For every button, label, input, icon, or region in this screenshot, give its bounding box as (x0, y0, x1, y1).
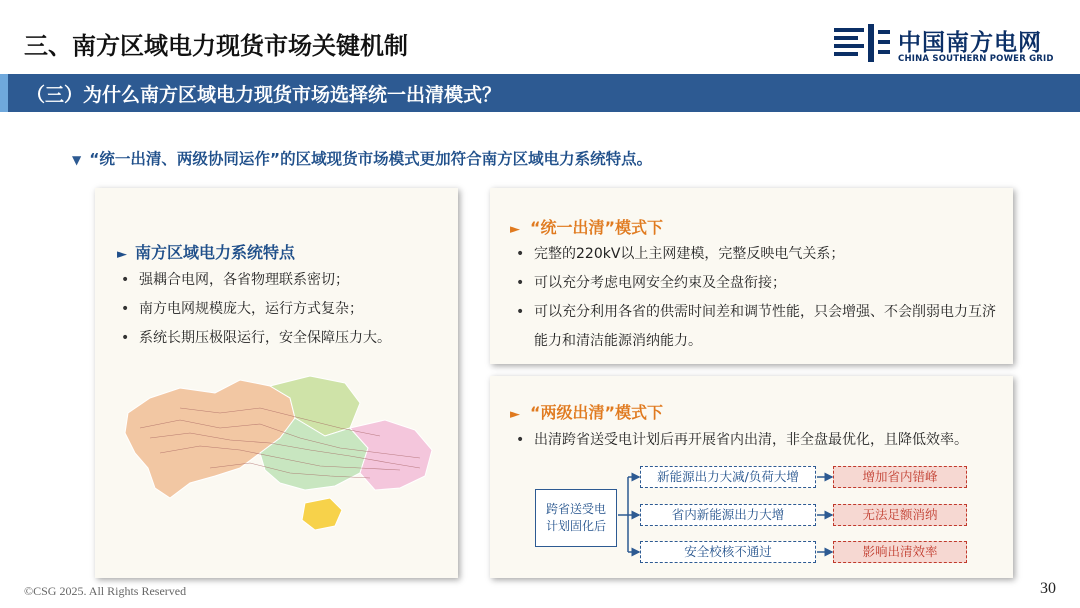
flow-outcome-box: 无法足额消纳 (833, 504, 967, 526)
list-item: • 完整的220kV以上主网建模，完整反映电气关系； (512, 240, 996, 269)
grid-characteristics-heading-text: 南方区域电力系统特点 (135, 243, 296, 262)
southern-grid-map (120, 358, 440, 533)
two-level-clearing-heading (510, 400, 663, 423)
flow-condition-box: 新能源出力大减/负荷大增 (640, 466, 816, 488)
flow-source-line: 跨省送受电 (545, 502, 606, 516)
logo-text-cn: 中国南方电网 (898, 30, 1042, 56)
flow-source-line: 计划固化后 (545, 519, 606, 533)
lead-text: “统一出清、两级协同运作”的区域现货市场模式更加符合南方区域电力系统特点。 (89, 150, 653, 168)
list-item: • 出清跨省送受电计划后再开展省内出清，非全盘最优化，且降低效率。 (512, 426, 996, 455)
grid-characteristics-panel (95, 188, 458, 578)
logo-text-en: CHINA SOUTHERN POWER GRID (898, 54, 1054, 64)
grid-characteristics-heading (117, 240, 295, 263)
unified-clearing-heading-text: “统一出清”模式下 (530, 218, 664, 237)
page-number: 30 (1040, 580, 1056, 597)
lead-statement (72, 147, 652, 169)
csg-logo-icon (834, 24, 890, 64)
list-item: • 强耦合电网，各省物理联系密切； (117, 266, 391, 295)
arrow-right-icon: ► (117, 247, 127, 262)
list-item: • 可以充分利用各省的供需时间差和调节性能，只会增强、不会削弱电力互济能力和清洁能源消纳能力。 (512, 298, 996, 356)
two-level-clearing-list (512, 426, 996, 455)
company-logo (834, 22, 1064, 68)
two-level-clearing-heading-text: “两级出清”模式下 (530, 403, 664, 422)
page-title: 三、南方区域电力现货市场关键机制 (24, 32, 408, 60)
flow-outcome-box: 增加省内错峰 (833, 466, 967, 488)
list-item: • 南方电网规模庞大，运行方式复杂； (117, 295, 391, 324)
arrow-right-icon: ► (510, 407, 520, 422)
section-bar (0, 74, 1080, 112)
unified-clearing-heading (510, 215, 663, 238)
flow-source-box (535, 489, 617, 547)
arrow-right-icon: ► (510, 222, 520, 237)
section-title: （三）为什么南方区域电力现货市场选择统一出清模式？ (26, 84, 502, 106)
list-item: • 系统长期压极限运行，安全保障压力大。 (117, 324, 391, 353)
unified-clearing-panel (490, 188, 1013, 364)
copyright-footer: ©CSG 2025. All Rights Reserved (24, 584, 187, 598)
unified-clearing-list (512, 240, 996, 356)
list-item: • 可以充分考虑电网安全约束及全盘衔接； (512, 269, 996, 298)
flow-outcome-box: 影响出清效率 (833, 541, 967, 563)
flow-condition-box: 省内新能源出力大增 (640, 504, 816, 526)
triangle-down-icon: ▼ (72, 153, 82, 167)
flow-condition-box: 安全校核不通过 (640, 541, 816, 563)
grid-characteristics-list (117, 266, 391, 353)
